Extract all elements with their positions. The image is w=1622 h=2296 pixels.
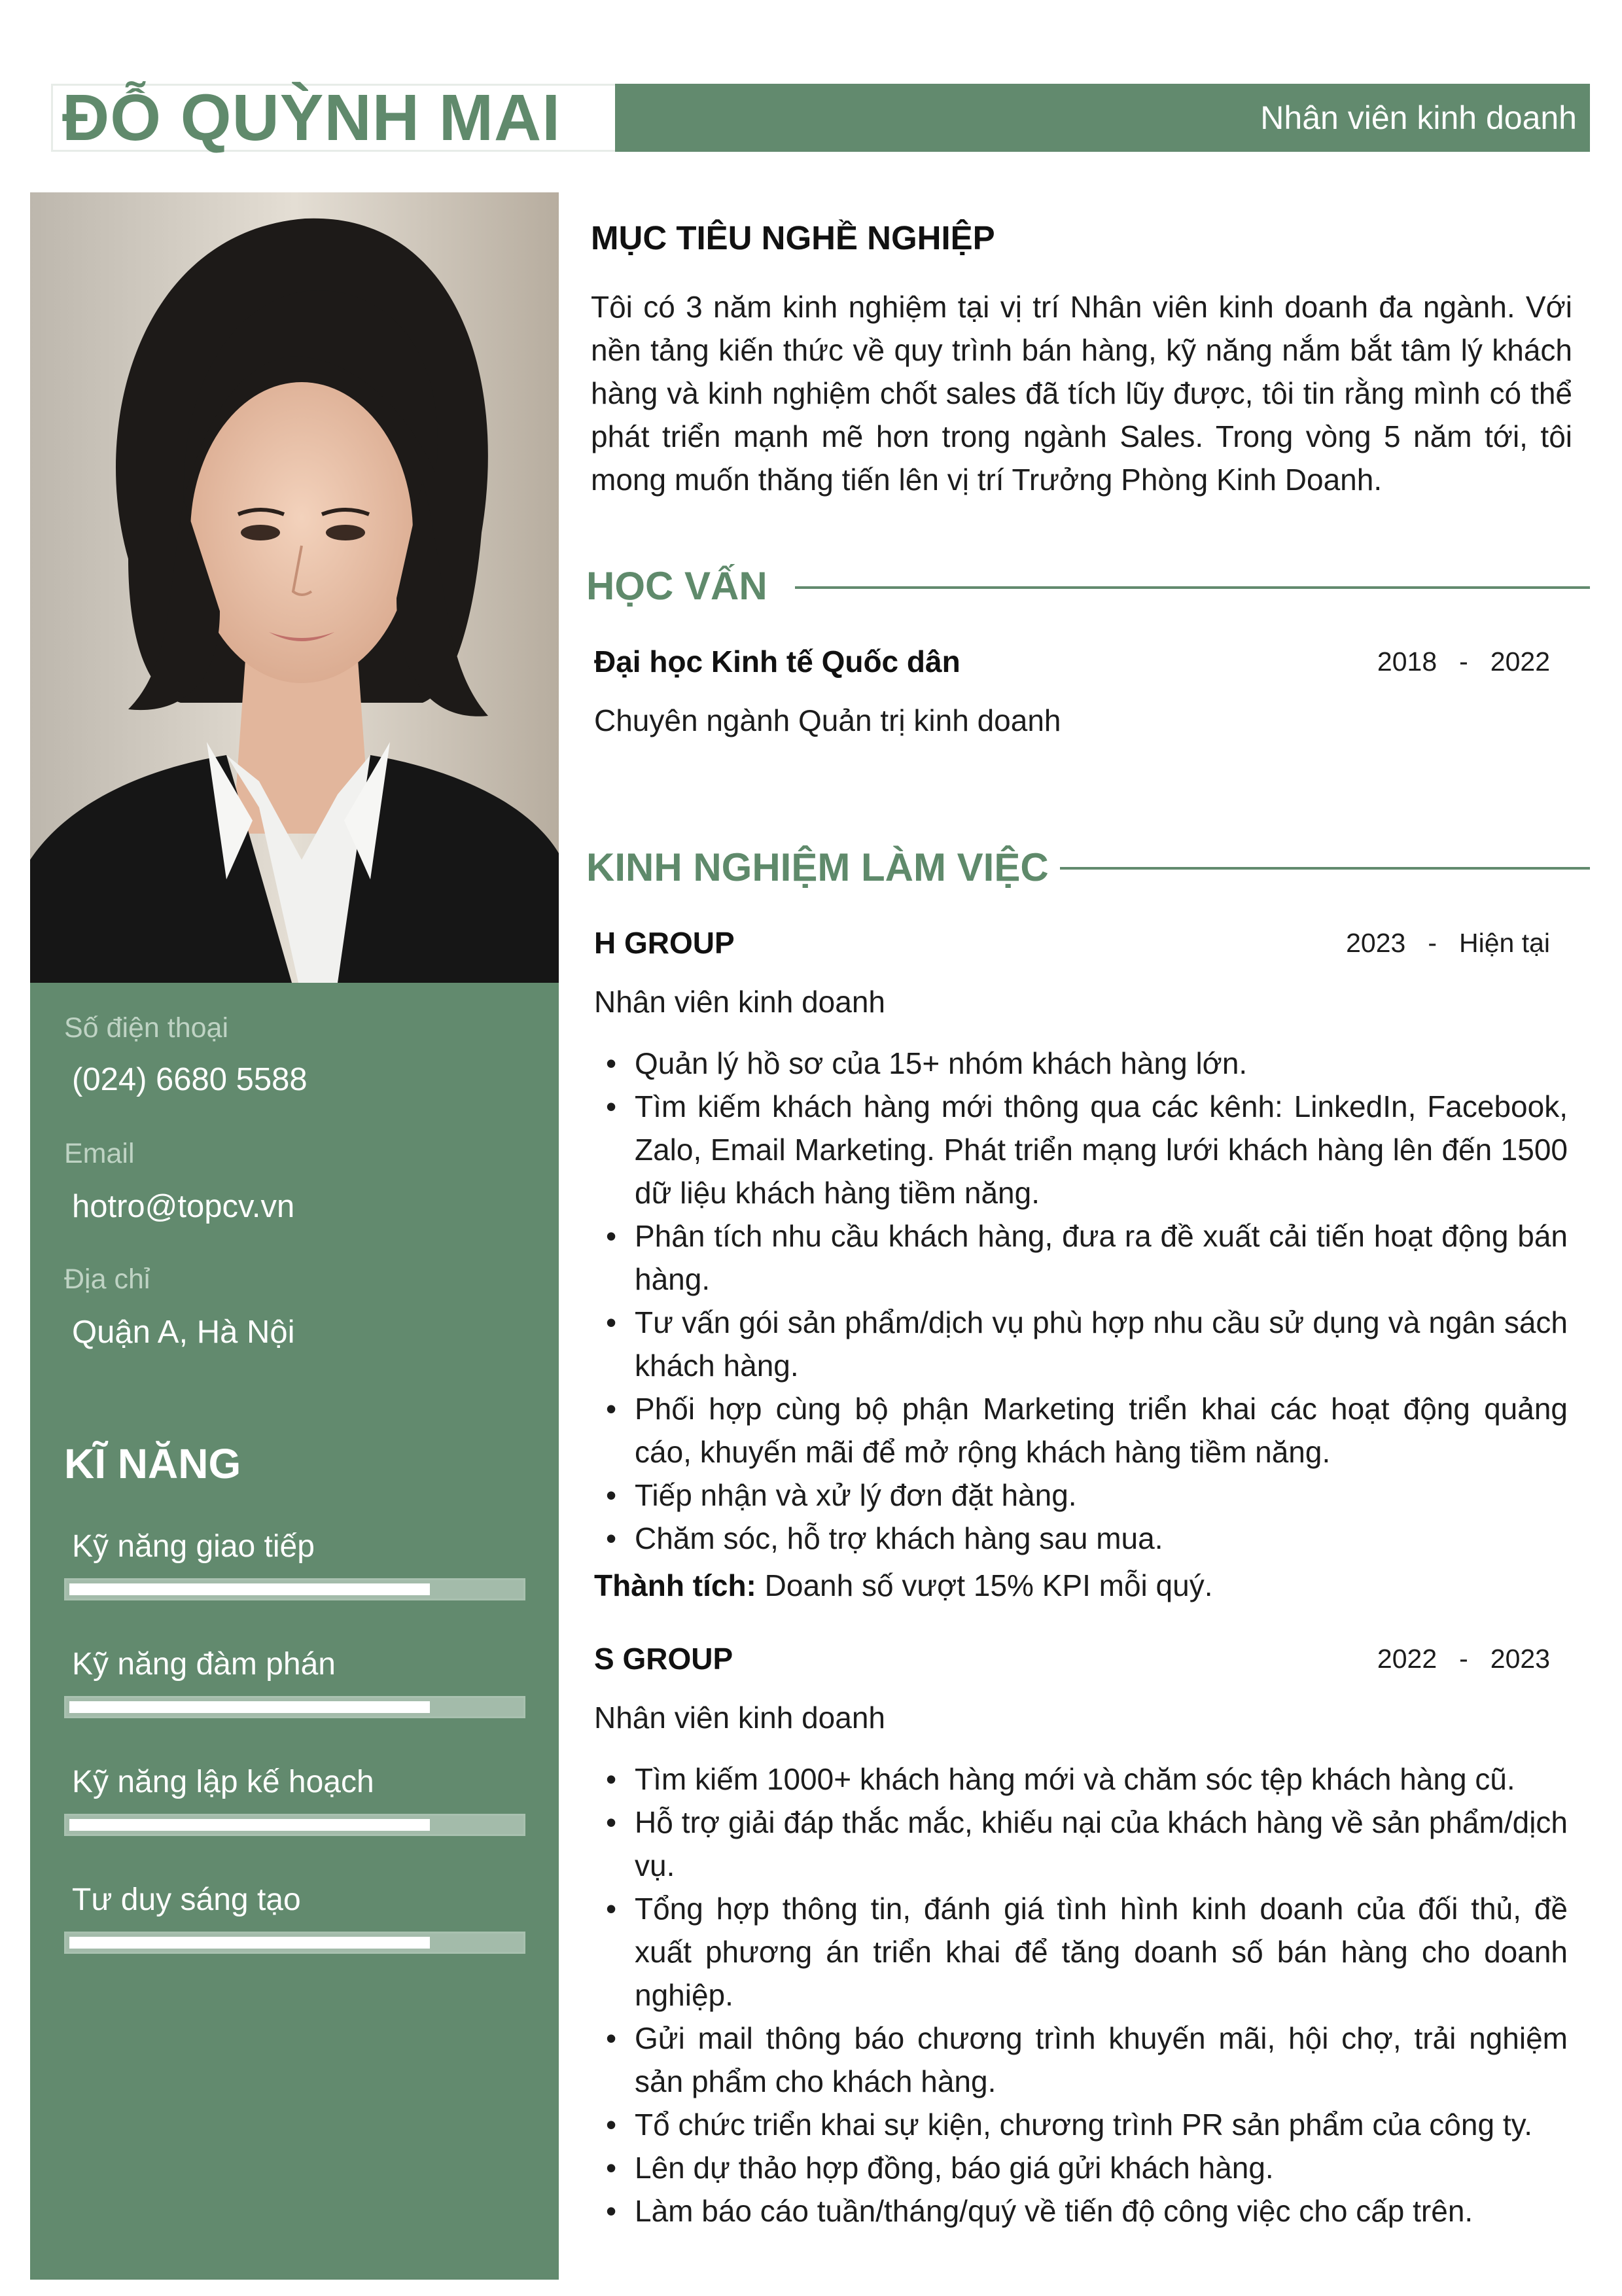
profile-photo — [30, 192, 559, 983]
experience-title: KINH NGHIỆM LÀM VIỆC — [586, 845, 1049, 889]
job-bullets — [594, 1042, 1568, 1560]
skills-title: KĨ NĂNG — [64, 1440, 241, 1487]
list-item: • Hỗ trợ giải đáp thắc mắc, khiếu nại của khách hàng về sản phẩm/dịch vụ. — [594, 1801, 1568, 1887]
skill-bar-fill — [69, 1937, 430, 1949]
skill-bar-fill — [69, 1583, 430, 1595]
list-item: • Lên dự thảo hợp đồng, báo giá gửi khách hàng. — [594, 2146, 1568, 2189]
phone-label: Số điện thoại — [64, 1012, 229, 1044]
achievement-label: Thành tích: — [594, 1568, 756, 1602]
email-label: Email — [64, 1138, 135, 1169]
portrait-illustration — [30, 192, 559, 983]
list-item: • Tổng hợp thông tin, đánh giá tình hình kinh doanh của đối thủ, đề xuất phương án triển khai để tăng doanh số bán hàng cho doanh nghiệp. — [594, 1887, 1568, 2017]
objective-title: MỤC TIÊU NGHỀ NGHIỆP — [591, 219, 995, 256]
sidebar-panel — [30, 983, 559, 2280]
candidate-role: Nhân viên kinh doanh — [1260, 99, 1577, 136]
job-dates — [1346, 930, 1550, 957]
job-end: Hiện tại — [1458, 928, 1550, 958]
list-item: • Gửi mail thông báo chương trình khuyến mãi, hội chợ, trải nghiệm sản phẩm cho khách hàng. — [594, 2017, 1568, 2103]
list-item: • Tư vấn gói sản phẩm/dịch vụ phù hợp nhu cầu sử dụng và ngân sách khách hàng. — [594, 1301, 1568, 1387]
date-separator: - — [1428, 928, 1437, 958]
job-start: 2022 — [1377, 1644, 1437, 1674]
skill-name: Kỹ năng lập kế hoạch — [72, 1765, 374, 1799]
list-item: • Phân tích nhu cầu khách hàng, đưa ra đề xuất cải tiến hoạt động bán hàng. — [594, 1214, 1568, 1301]
achievement — [594, 1564, 1212, 1607]
education-start: 2018 — [1377, 646, 1437, 677]
objective-text: Tôi có 3 năm kinh nghiệm tại vị trí Nhân viên kinh doanh đa ngành. Với nền tảng kiến thức về quy trình bán hàng, kỹ năng nắm bắt tâm lý khách hàng và kinh nghiệm chốt sales đã tích lũy được, tôi tin rằng mình có thể phát triển mạnh mẽ hơn trong ngành Sales. Trong vòng 5 năm tới, tôi mong muốn thăng tiến lên vị trí Trưởng Phòng Kinh Doanh. — [591, 290, 1572, 497]
achievement-text: Doanh số vượt 15% KPI mỗi quý. — [764, 1568, 1213, 1602]
education-title: HỌC VẤN — [586, 564, 767, 608]
skill-name: Kỹ năng đàm phán — [72, 1647, 336, 1682]
candidate-name: ĐỖ QUỲNH MAI — [62, 81, 561, 154]
skill-name: Kỹ năng giao tiếp — [72, 1529, 315, 1564]
address-value: Quận A, Hà Nội — [72, 1315, 295, 1350]
education-end: 2022 — [1490, 646, 1550, 677]
list-item: • Tìm kiếm 1000+ khách hàng mới và chăm sóc tệp khách hàng cũ. — [594, 1757, 1568, 1801]
list-item: • Tổ chức triển khai sự kiện, chương trình PR sản phẩm của công ty. — [594, 2103, 1568, 2146]
job-end: 2023 — [1490, 1644, 1550, 1674]
date-separator: - — [1459, 646, 1468, 677]
skill-bar-fill — [69, 1819, 430, 1831]
experience-divider — [1060, 867, 1590, 870]
education-major: Chuyên ngành Quản trị kinh doanh — [594, 703, 1061, 737]
list-item: • Chăm sóc, hỗ trợ khách hàng sau mua. — [594, 1517, 1568, 1560]
phone-value: (024) 6680 5588 — [72, 1062, 308, 1097]
job-start: 2023 — [1346, 928, 1406, 958]
job-company: S GROUP — [594, 1642, 733, 1676]
address-label: Địa chỉ — [64, 1263, 150, 1295]
skill-name: Tư duy sáng tạo — [72, 1882, 301, 1917]
name-box — [51, 81, 615, 154]
skill-bar — [64, 1932, 525, 1954]
skill-bar-fill — [69, 1701, 430, 1713]
email-value: hotro@topcv.vn — [72, 1189, 295, 1224]
job-position: Nhân viên kinh doanh — [594, 1701, 885, 1735]
list-item: • Tiếp nhận và xử lý đơn đặt hàng. — [594, 1474, 1568, 1517]
date-separator: - — [1459, 1644, 1468, 1674]
list-item: • Làm báo cáo tuần/tháng/quý về tiến độ công việc cho cấp trên. — [594, 2189, 1568, 2233]
job-dates — [1377, 1646, 1550, 1672]
skill-bar — [64, 1578, 525, 1600]
list-item: • Quản lý hồ sơ của 15+ nhóm khách hàng lớn. — [594, 1042, 1568, 1085]
job-company: H GROUP — [594, 926, 735, 960]
job-bullets — [594, 1757, 1568, 2233]
list-item: • Tìm kiếm khách hàng mới thông qua các kênh: LinkedIn, Facebook, Zalo, Email Marketing. Phát triển mạng lưới khách hàng lên đến 1500 dữ liệu khách hàng tiềm năng. — [594, 1085, 1568, 1214]
header-bar — [615, 84, 1590, 152]
school-name: Đại học Kinh tế Quốc dân — [594, 645, 961, 679]
job-position: Nhân viên kinh doanh — [594, 985, 885, 1019]
education-dates — [1377, 648, 1550, 675]
skill-bar — [64, 1814, 525, 1836]
education-divider — [795, 586, 1590, 589]
list-item: • Phối hợp cùng bộ phận Marketing triển khai các hoạt động quảng cáo, khuyến mãi để mở rộng khách hàng tiềm năng. — [594, 1387, 1568, 1474]
skill-bar — [64, 1696, 525, 1718]
